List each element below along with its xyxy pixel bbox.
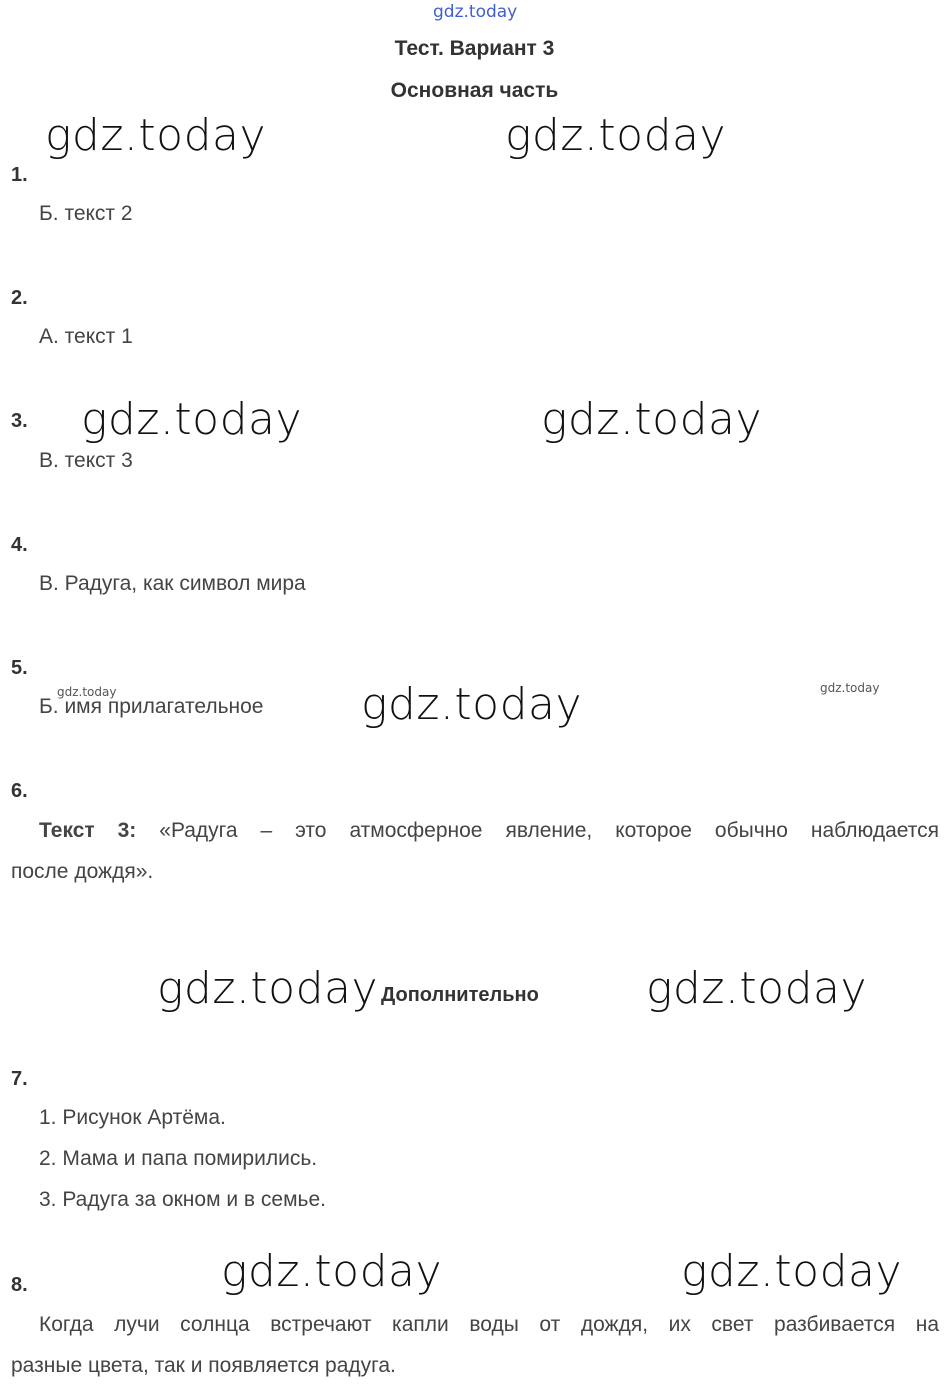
watermark: gdz.today (81, 394, 303, 445)
question-number: 5. (11, 657, 28, 679)
watermark-small: gdz.today (820, 681, 880, 695)
question-number: 8. (11, 1274, 28, 1296)
list-item: 1. Рисунок Артёма. (39, 1106, 226, 1129)
watermark: gdz.today (505, 110, 727, 161)
watermark: gdz.today (157, 963, 379, 1014)
list-item: 2. Мама и папа помирились. (39, 1147, 318, 1170)
watermark: gdz.today (681, 1246, 903, 1297)
q8-paragraph (11, 1304, 939, 1386)
answer-text: А. текст 1 (39, 325, 133, 348)
question-number: 2. (11, 287, 28, 309)
answer-text: Б. имя прилагательное (39, 695, 264, 718)
q6-line1: «Радуга – это атмосферное явление, которое обычно наблюдается (159, 819, 939, 842)
question-number: 6. (11, 780, 28, 802)
question-number: 1. (11, 164, 28, 186)
q6-lead: Текст 3: (39, 819, 137, 842)
list-item: 3. Радуга за окном и в семье. (39, 1188, 326, 1211)
watermark: gdz.today (361, 679, 583, 730)
watermark: gdz.today (541, 394, 763, 445)
answer-text: В. Радуга, как символ мира (39, 572, 306, 595)
watermark-small: gdz.today (57, 685, 117, 699)
question-number: 4. (11, 534, 28, 556)
watermark-top: gdz.today (433, 2, 518, 22)
answer-text: Б. текст 2 (39, 202, 133, 225)
watermark: gdz.today (45, 110, 267, 161)
q8-line1: Когда лучи солнца встречают капли воды от дождя, их свет разбивается на (39, 1313, 939, 1336)
q8-line2: разные цвета, так и появляется радуга. (11, 1354, 396, 1377)
section-heading: Дополнительно (381, 984, 539, 1006)
q6-paragraph (11, 810, 939, 892)
question-number: 3. (11, 410, 28, 432)
question-number: 7. (11, 1068, 28, 1090)
watermark: gdz.today (221, 1246, 443, 1297)
page-title: Тест. Вариант 3 (394, 37, 555, 60)
q6-line2: после дождя». (11, 860, 154, 883)
page-subtitle: Основная часть (390, 79, 559, 102)
answer-text: В. текст 3 (39, 449, 133, 472)
watermark: gdz.today (646, 963, 868, 1014)
